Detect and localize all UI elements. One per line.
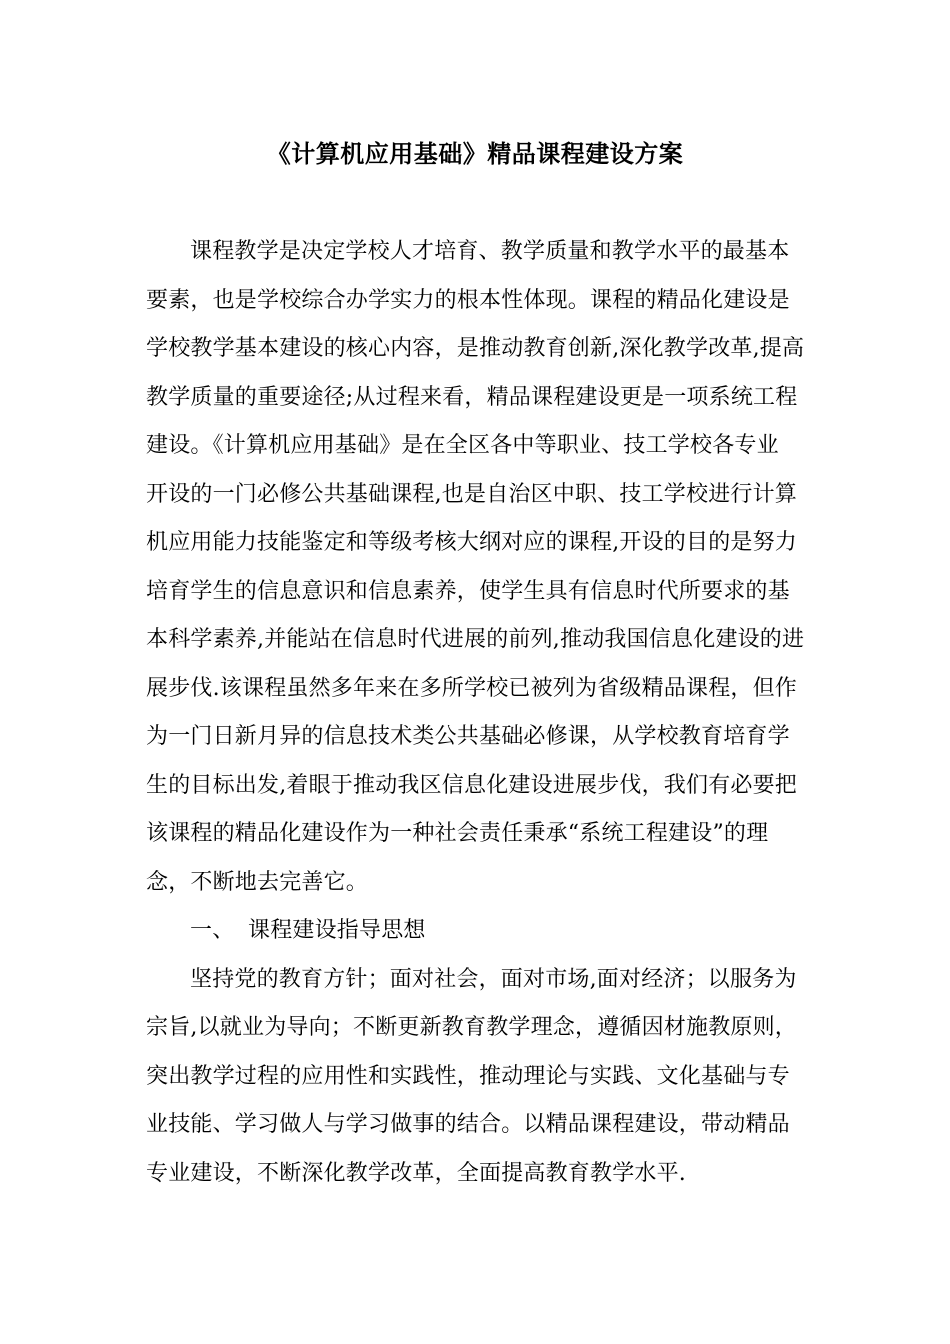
paragraph-line: 培育学生的信息意识和信息素养，使学生具有信息时代所要求的基: [146, 578, 790, 604]
paragraph-line: 业技能、学习做人与学习做事的结合。以精品课程建设，带动精品: [146, 1112, 790, 1137]
paragraph-line: 生的目标出发,着眼于推动我区信息化建设进展步伐，我们有必要把: [146, 772, 797, 798]
document-body: [146, 228, 808, 1198]
paragraph-line: 学校教学基本建设的核心内容，是推动教育创新,深化教学改革,提高: [146, 336, 805, 361]
intro-paragraph: [146, 228, 808, 907]
paragraph-line: 课程教学是决定学校人才培育、教学质量和教学水平的最基本: [190, 239, 790, 264]
paragraph-line: 教学质量的重要途径;从过程来看，精品课程建设更是一项系统工程: [146, 384, 798, 410]
paragraph-line: 突出教学过程的应用性和实践性，推动理论与实践、文化基础与专: [146, 1063, 790, 1089]
section-heading-text: 课程建设指导思想: [248, 918, 426, 943]
paragraph-line: 展步伐.该课程虽然多年来在多所学校已被列为省级精品课程，但作: [146, 675, 797, 701]
paragraph-line: 宗旨,以就业为导向；不断更新教育教学理念，遵循因材施教原则，: [146, 1015, 797, 1040]
paragraph-line: 专业建设，不断深化教学改革，全面提高教育教学水平.: [146, 1160, 686, 1186]
paragraph-line: 机应用能力技能鉴定和等级考核大纲对应的课程,开设的目的是努力: [146, 530, 797, 555]
paragraph-line: 本科学素养,并能站在信息时代进展的前列,推动我国信息化建设的进: [146, 627, 805, 652]
section-number: 一、: [190, 918, 235, 943]
paragraph-line: 要素，也是学校综合办学实力的根本性体现。课程的精品化建设是: [146, 287, 790, 313]
paragraph-line: 开设的一门必修公共基础课程,也是自治区中职、技工学校进行计算: [146, 481, 797, 507]
paragraph-line: 坚持党的教育方针；面对社会，面对市场,面对经济；以服务为: [190, 966, 797, 992]
section-heading: [146, 907, 808, 956]
section-paragraph: [146, 956, 808, 1199]
paragraph-line: 该课程的精品化建设作为一种社会责任秉承“系统工程建设”的理: [146, 821, 769, 846]
document-title: 《计算机应用基础》精品课程建设方案: [266, 140, 684, 168]
paragraph-line: 建设。《计算机应用基础》是在全区各中等职业、技工学校各专业: [146, 433, 779, 458]
paragraph-line: 为一门日新月异的信息技术类公共基础必修课，从学校教育培育学: [146, 724, 790, 749]
paragraph-line: 念，不断地去完善它。: [146, 869, 369, 895]
